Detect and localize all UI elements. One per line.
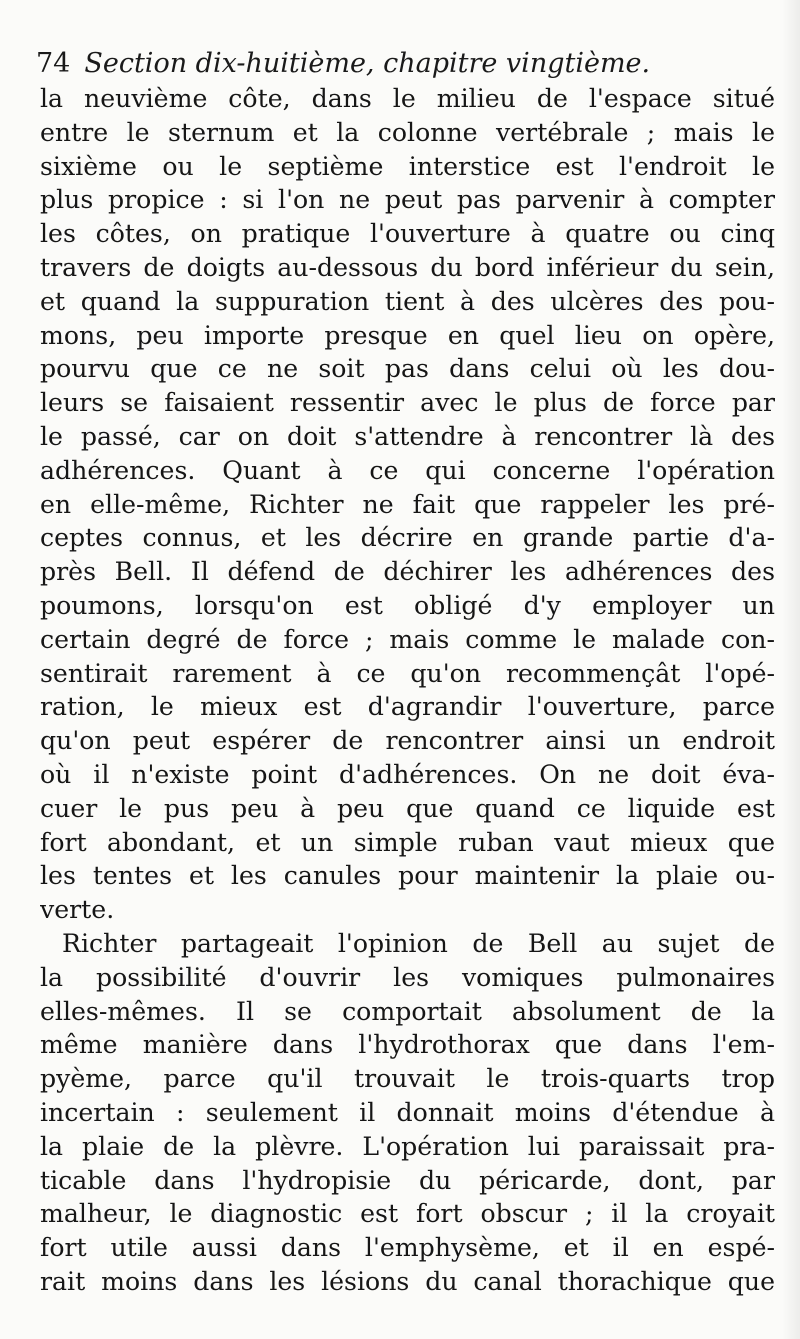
text-line: le passé, car on doit s'attendre à rencontrer là des: [40, 421, 775, 451]
text-line: ration, le mieux est d'agrandir l'ouverture, parce: [40, 692, 775, 722]
text-line: en elle-même, Richter ne fait que rappeler les pré-: [40, 489, 775, 519]
running-title: Section dix-huitième, chapitre vingtième.: [84, 48, 651, 79]
text-line: et quand la suppuration tient à des ulcères des pou-: [40, 286, 775, 316]
text-line: elles-mêmes. Il se comportait absolument de la: [40, 996, 775, 1026]
text-line: leurs se faisaient ressentir avec le plus de force par: [40, 388, 775, 418]
text-line: les côtes, on pratique l'ouverture à quatre ou cinq: [40, 219, 775, 249]
text-line: mons, peu importe presque en quel lieu on opère,: [40, 320, 775, 350]
text-line: adhérences. Quant à ce qui concerne l'opération: [40, 455, 775, 485]
text-line: sixième ou le septième interstice est l'endroit le: [40, 151, 775, 181]
text-line: qu'on peut espérer de rencontrer ainsi un endroit: [40, 726, 775, 756]
text-line: rait moins dans les lésions du canal thorachique que: [40, 1266, 775, 1296]
text-line-paragraph-start: Richter partageait l'opinion de Bell au sujet de: [62, 928, 775, 958]
text-line: entre le sternum et la colonne vertébrale ; mais le: [40, 117, 775, 147]
text-line: ceptes connus, et les décrire en grande partie d'a-: [40, 523, 775, 553]
text-line: la possibilité d'ouvrir les vomiques pulmonaires: [40, 962, 775, 992]
text-line: incertain : seulement il donnait moins d'étendue à: [40, 1097, 775, 1127]
text-line: certain degré de force ; mais comme le malade con-: [40, 624, 775, 654]
running-header: [36, 40, 776, 88]
text-line: malheur, le diagnostic est fort obscur ; il la croyait: [40, 1199, 775, 1229]
text-line: les tentes et les canules pour maintenir la plaie ou-: [40, 861, 775, 891]
text-line: pyème, parce qu'il trouvait le trois-quarts trop: [40, 1064, 775, 1094]
body-text: [40, 82, 775, 1299]
text-line: fort abondant, et un simple ruban vaut mieux que: [40, 827, 775, 857]
text-line: poumons, lorsqu'on est obligé d'y employer un: [40, 590, 775, 620]
text-line: ticable dans l'hydropisie du péricarde, dont, par: [40, 1165, 775, 1195]
page-edge-shadow: [782, 0, 800, 1339]
text-line: cuer le pus peu à peu que quand ce liquide est: [40, 793, 775, 823]
text-line: près Bell. Il défend de déchirer les adhérences des: [40, 557, 775, 587]
text-line: où il n'existe point d'adhérences. On ne doit éva-: [40, 759, 775, 789]
text-line: fort utile aussi dans l'emphysème, et il en espé-: [40, 1233, 775, 1263]
text-line: travers de doigts au-dessous du bord inférieur du sein,: [40, 252, 775, 282]
text-line: sentirait rarement à ce qu'on recommençât l'opé-: [40, 658, 775, 688]
text-line: pourvu que ce ne soit pas dans celui où les dou-: [40, 354, 775, 384]
text-line: la neuvième côte, dans le milieu de l'espace situé: [40, 84, 775, 113]
page-number: 74: [36, 48, 71, 79]
text-line: même manière dans l'hydrothorax que dans l'em-: [40, 1030, 775, 1060]
text-line: plus propice : si l'on ne peut pas parvenir à compter: [40, 185, 775, 215]
text-line-paragraph-end: verte.: [40, 895, 115, 925]
text-line: la plaie de la plèvre. L'opération lui paraissait pra-: [40, 1131, 775, 1161]
